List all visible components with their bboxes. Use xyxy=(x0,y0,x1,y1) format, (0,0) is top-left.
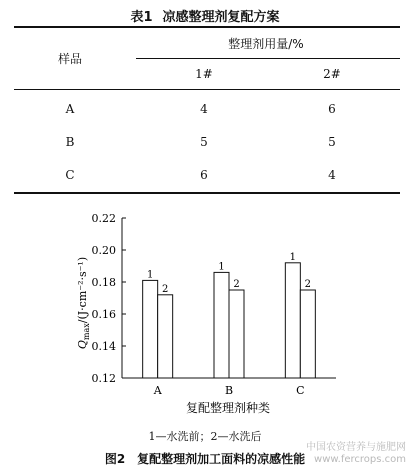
table-title xyxy=(0,6,410,25)
figure-legend: 1—水洗前；2—水洗后 xyxy=(148,430,262,443)
watermark-line2: www.fercrops.com xyxy=(314,454,406,465)
y-axis-ticks xyxy=(92,212,127,385)
bar-A-series-2 xyxy=(158,295,173,378)
bar-label: 2 xyxy=(161,283,169,295)
table-cell-v2: 4 xyxy=(328,168,336,182)
table-cell-sample: A xyxy=(65,102,75,116)
table-header-col1: 1# xyxy=(195,67,213,81)
table-header-group: 整理剂用量/% xyxy=(228,37,304,51)
y-tick-label: 0.22 xyxy=(91,212,116,225)
watermark xyxy=(306,442,406,466)
table-cell-v2: 6 xyxy=(328,102,336,116)
x-axis-ticks xyxy=(153,384,305,397)
table-header-rule xyxy=(14,89,400,90)
figure-number: 图2 xyxy=(104,452,126,466)
y-tick-label: 0.20 xyxy=(91,244,116,257)
bar-C-series-2 xyxy=(300,290,315,378)
y-tick-label: 0.18 xyxy=(91,276,116,289)
table-cell-v1: 5 xyxy=(200,135,208,149)
y-tick-label: 0.16 xyxy=(91,308,116,321)
x-tick-label: B xyxy=(224,384,234,397)
bar-chart xyxy=(0,200,410,426)
bar-A-series-1 xyxy=(143,280,158,378)
y-axis-label-symbol: Q xyxy=(76,340,89,350)
table-number: 表1 xyxy=(130,10,153,25)
bar-label: 1 xyxy=(218,261,225,273)
watermark-line1: 中国农资营养与施肥网 xyxy=(306,442,406,453)
y-axis-label-unit: /(J·cm⁻²·s⁻¹) xyxy=(76,256,89,324)
bar-label: 1 xyxy=(146,269,154,281)
y-axis-label xyxy=(76,257,91,349)
x-tick-label: C xyxy=(296,384,305,397)
table-group-rule xyxy=(136,58,400,59)
bar-label: 2 xyxy=(233,279,240,290)
table-cell-v1: 4 xyxy=(200,102,208,116)
bar-C-series-1 xyxy=(285,263,300,378)
table-cell-sample: C xyxy=(65,168,75,182)
chart-bars xyxy=(143,252,316,378)
table-cell-sample: B xyxy=(65,135,75,149)
y-tick-label: 0.12 xyxy=(91,372,116,385)
table-title-text: 凉感整理剂复配方案 xyxy=(162,10,280,25)
table-cell-v1: 6 xyxy=(200,168,208,182)
y-axis-label-subscript: max xyxy=(82,323,91,341)
bar-B-series-1 xyxy=(214,272,229,378)
y-tick-label: 0.14 xyxy=(91,340,116,353)
table-top-rule xyxy=(14,26,400,28)
table-cell-v2: 5 xyxy=(328,135,336,149)
table-header-col2: 2# xyxy=(323,67,341,81)
bar-B-series-2 xyxy=(229,290,244,378)
table-bottom-rule xyxy=(14,192,400,194)
bar-label: 2 xyxy=(304,279,312,290)
bar-label: 1 xyxy=(289,251,297,263)
x-axis-label: 复配整理剂种类 xyxy=(185,401,271,415)
figure-caption-text: 复配整理剂加工面料的凉感性能 xyxy=(137,452,306,466)
x-tick-label: A xyxy=(153,384,162,397)
table-header-sample: 样品 xyxy=(57,52,82,66)
